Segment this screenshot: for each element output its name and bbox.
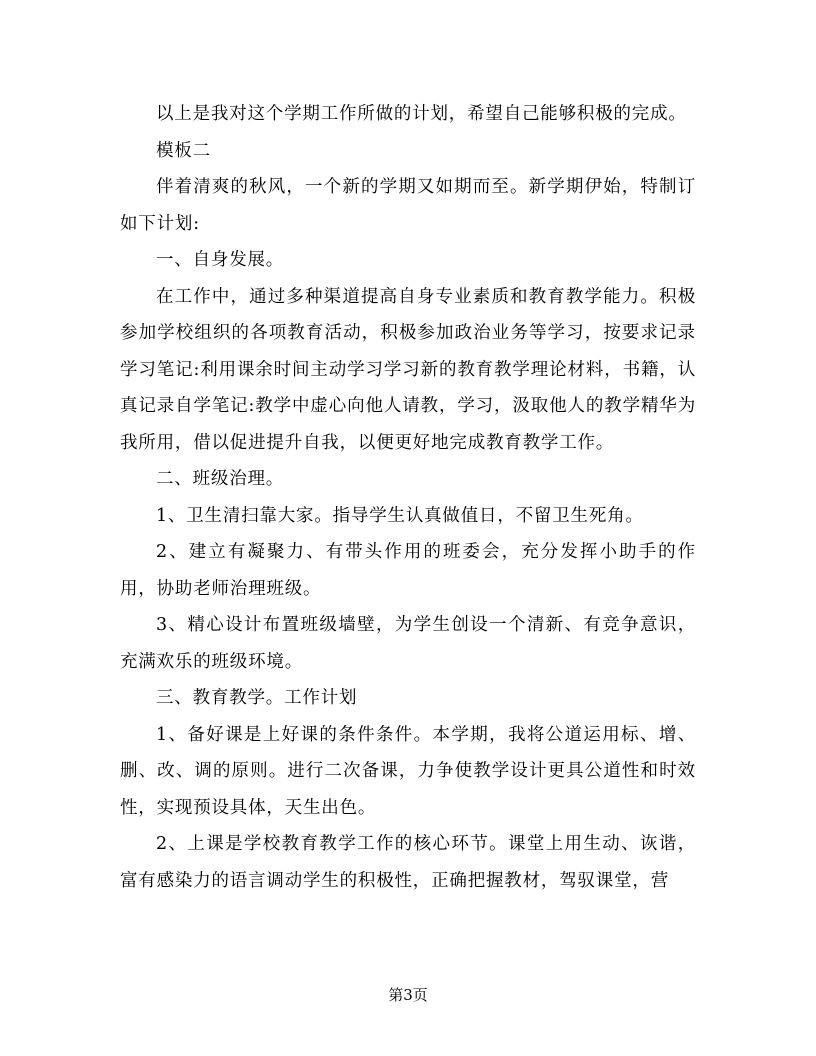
paragraph-self-development: 在工作中，通过多种渠道提高自身专业素质和教育教学能力。积极参加学校组织的各项教育活动，积极参加政治业务等学习，按要求记录学习笔记:利用课余时间主动学习学习新的教育教学理论材料，书籍，认真记录自学笔记:教学中虚心向他人请教，学习，汲取他人的教学精华为我所用，借以促进提升自我，以便更好地完成教育教学工作。 [120,286,696,453]
paragraph-template-title: 模板二 [156,140,211,161]
list-item-class-teaching: 2、上课是学校教育教学工作的核心环节。课堂上用生动、诙谐，富有感染力的语言调动学生的积极性，正确把握教材，驾驭课堂，营 [120,834,696,891]
list-item-lesson-prep: 1、备好课是上好课的条件条件。本学期，我将公道运用标、增、删、改、调的原则。进行二次备课，力争使教学设计更具公道性和时效性，实现预设具体，天生出色。 [120,724,696,818]
heading-teaching: 三、教育教学。工作计划 [156,688,358,708]
paragraph-intro: 伴着清爽的秋风，一个新的学期又如期而至。新学期伊始，特制订如下计划: [120,177,696,234]
heading-class-management: 二、班级治理。 [156,469,285,489]
list-item-class-wall: 3、精心设计布置班级墙壁，为学生创设一个清新、有竞争意识，充满欢乐的班级环境。 [120,615,696,672]
document-body [120,96,696,899]
paragraph-closing: 以上是我对这个学期工作所做的计划，希望自己能够积极的完成。 [156,104,687,124]
heading-self-development: 一、自身发展。 [156,250,285,270]
page-number: 第3页 [388,986,428,1004]
list-item-class-committee: 2、建立有凝聚力、有带头作用的班委会，充分发挥小助手的作用，协助老师治理班级。 [120,542,696,599]
list-item-hygiene: 1、卫生清扫靠大家。指导学生认真做值日，不留卫生死角。 [156,505,644,526]
